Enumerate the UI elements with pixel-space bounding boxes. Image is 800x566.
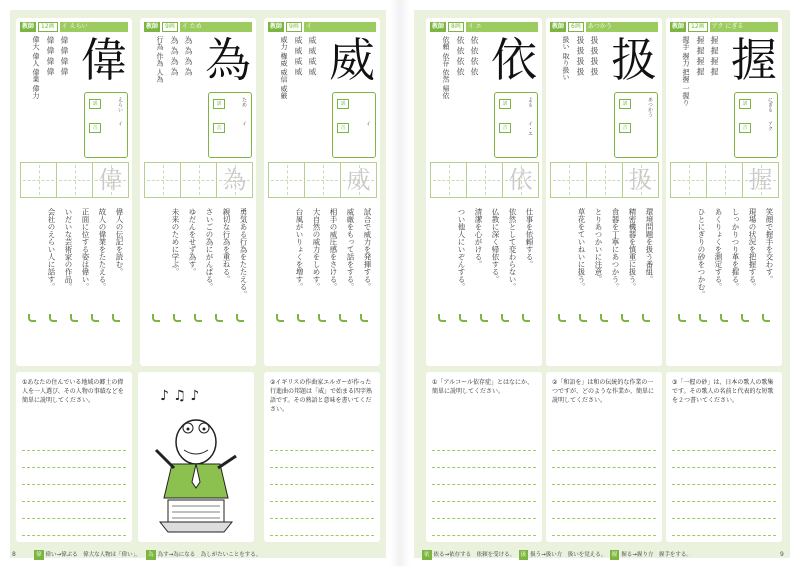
on-marker: 音: [213, 123, 225, 133]
main-kanji: 為: [205, 33, 251, 87]
reading-label: イ ため: [180, 22, 252, 32]
card-header: [268, 22, 376, 32]
practice-grid[interactable]: [144, 162, 252, 198]
example-words: 握手 握力 把握 一握り: [682, 36, 690, 106]
reading-box: [84, 92, 128, 158]
answer-lines[interactable]: [432, 434, 536, 536]
grade-badge: 教師: [22, 23, 35, 30]
sentence: いだいな芸術家の作品。: [64, 208, 73, 291]
stroke-count: 8画: [448, 22, 464, 32]
trace-cell[interactable]: [92, 162, 129, 198]
practice-cell[interactable]: [304, 162, 341, 198]
practice-cell[interactable]: [430, 162, 467, 198]
kanji-card-1: [16, 18, 132, 366]
answer-marks: [22, 314, 126, 364]
sentence: 依然として変わらない。: [508, 208, 517, 291]
answer-lines[interactable]: [552, 434, 656, 536]
kanji-card-3: [264, 18, 380, 366]
card-header: [20, 22, 128, 32]
stroke-order-column: 握 握 握 握: [710, 36, 719, 76]
kanji-card-6: [666, 18, 782, 366]
sentence: 勇気ある行為をたたえる。: [239, 208, 248, 298]
trace-cell[interactable]: [622, 162, 659, 198]
stroke-count: 9画: [162, 22, 178, 32]
sentence: ひとにぎりの砂をつかむ。: [697, 208, 706, 298]
sentence: 威厳をもって話をする。: [346, 208, 355, 291]
sentence: 精密機器を慎重に扱う。: [628, 208, 637, 291]
card-header: [550, 22, 658, 32]
reading-box: [494, 92, 538, 158]
sentence: あくりょくを測定する。: [714, 208, 723, 291]
kanji-card-2: [140, 18, 256, 366]
right-page: [414, 10, 790, 558]
kanji-card-4: [426, 18, 542, 366]
sentence: ゆだんをせず為す。: [188, 208, 197, 276]
footer-tag: 為: [148, 552, 154, 558]
grade-badge: 教師: [146, 23, 159, 30]
sentence: 草花をていねいに扱う。: [577, 208, 586, 291]
answer-marks: [270, 314, 374, 364]
reading-label: あつかう: [586, 22, 658, 32]
sentence: 清潔を心がける。: [474, 208, 483, 268]
sentence: 笑顔で握手を交わす。: [765, 208, 774, 283]
sentence: 正面に位する姿は偉い。: [81, 208, 90, 291]
question-box-1: [16, 372, 132, 542]
grade-badge: 教師: [672, 23, 685, 30]
reading-label: イ えらい: [60, 22, 128, 32]
example-words: 威力 権威 威信 威厳: [280, 36, 288, 99]
reading-label: イ: [304, 22, 376, 32]
practice-cell[interactable]: [670, 162, 707, 198]
on-reading: イ: [117, 121, 123, 126]
answer-marks: [432, 314, 536, 364]
main-kanji: 握: [731, 33, 777, 87]
footer-note: [34, 550, 261, 560]
sentence: 仕事を依頼する。: [525, 208, 534, 268]
card-header: [144, 22, 252, 32]
question-text: ③「一握の砂」は、日本の歌人の歌集です。その歌人の名前と代表的な短歌を２つ書いてください。: [672, 379, 774, 404]
footer-text: 扱う→扱い方 扱いを覚える。: [530, 552, 607, 558]
card-header: [670, 22, 778, 32]
footer-tag: 扱: [520, 552, 527, 558]
trace-cell[interactable]: [502, 162, 539, 198]
stroke-order-column: 扱 扱 扱 扱: [590, 36, 599, 76]
stroke-count: 12画: [688, 22, 708, 32]
sentence: つい他人にいぞんする。: [457, 208, 466, 291]
reading-box: [614, 92, 658, 158]
on-reading: イ: [365, 121, 371, 126]
sentence: 偉人の伝記を読む。: [115, 208, 124, 276]
footer-text: 依る→依存する 依頼を受ける。: [433, 552, 516, 558]
trace-cell[interactable]: [340, 162, 377, 198]
on-reading: イ: [241, 121, 247, 126]
kun-marker: 訓: [213, 99, 225, 109]
practice-cell[interactable]: [56, 162, 93, 198]
trace-kanji: 威: [346, 166, 371, 194]
sentence: 相手の威圧感をさける。: [329, 208, 338, 291]
question-text: ①あなたの住んでいる地域の郷土の偉人を一人選び、その人物の事績などを簡単に説明してください。: [22, 379, 124, 404]
stroke-order-column: 偉 偉 偉 偉: [60, 36, 69, 76]
example-words: 依頼 依存 依然 帰依: [442, 36, 450, 99]
on-marker: 音: [739, 123, 751, 133]
trace-kanji: 握: [748, 166, 773, 194]
stroke-order-column: 扱 扱 扱 扱: [576, 36, 585, 76]
sentence: とりあつかいに注意。: [594, 208, 603, 283]
answer-marks: [146, 314, 250, 364]
main-kanji: 扱: [611, 33, 657, 87]
stroke-order-column: 依 依 依 依: [456, 36, 465, 76]
sentence: 仏教に深く帰依する。: [491, 208, 500, 283]
reading-box: [734, 92, 778, 158]
sentence: 故人の偉業をたたえる。: [98, 208, 107, 291]
practice-cell[interactable]: [144, 162, 181, 198]
sentence: 未来のために学ぶ。: [171, 208, 180, 276]
practice-grid[interactable]: [20, 162, 128, 198]
on-reading: イ・エ: [527, 121, 533, 136]
trace-cell[interactable]: [216, 162, 253, 198]
page-number: 8: [12, 551, 16, 558]
practice-cell[interactable]: [20, 162, 57, 198]
trace-cell[interactable]: [742, 162, 779, 198]
kun-reading: あつかう: [647, 97, 653, 117]
stroke-count: 9画: [286, 22, 302, 32]
sentence: 大自然の威力をしめす。: [312, 208, 321, 291]
grade-badge: 教師: [270, 23, 283, 30]
practice-cell[interactable]: [706, 162, 743, 198]
stroke-count: 6画: [568, 22, 584, 32]
kun-marker: 訓: [89, 99, 101, 109]
footer-text: 為す→為になる 為しがたいことをする。: [157, 552, 262, 558]
stroke-order-column: 威 威 威 威: [294, 36, 303, 76]
frog-conductor-illustration: [138, 372, 254, 542]
trace-kanji: 為: [222, 166, 247, 194]
reading-label: イ エ: [466, 22, 538, 32]
practice-grid[interactable]: [550, 162, 658, 198]
footer-note: [422, 550, 692, 560]
reading-box: [208, 92, 252, 158]
kun-marker: 訓: [739, 99, 751, 109]
sentence: 環境問題を扱う番組。: [645, 208, 654, 283]
left-page: [10, 10, 386, 558]
trace-kanji: 依: [508, 166, 533, 194]
practice-cell[interactable]: [268, 162, 305, 198]
grade-badge: 教師: [552, 23, 565, 30]
footer-tag: 依: [424, 552, 430, 558]
practice-cell[interactable]: [180, 162, 217, 198]
question-box-5: [666, 372, 782, 542]
answer-marks: [552, 314, 656, 364]
sentence: しっかりつり革を握る。: [731, 208, 740, 291]
practice-grid[interactable]: [670, 162, 778, 198]
stroke-order-column: 為 為 為 為: [170, 36, 179, 76]
sentence: 食器を丁寧にあつかう。: [611, 208, 620, 291]
kun-reading: ため: [241, 97, 247, 107]
answer-lines[interactable]: [672, 434, 776, 536]
sentence: 台風がいりょくを増す。: [295, 208, 304, 291]
sentence: さいごの為にがんばる。: [205, 208, 214, 291]
on-marker: 音: [499, 123, 511, 133]
answer-lines[interactable]: [22, 434, 126, 536]
practice-cell[interactable]: [586, 162, 623, 198]
page-number: 9: [780, 551, 784, 558]
main-kanji: 威: [329, 33, 375, 87]
footer-text: 偉い→偉ぶる 偉大な人物は「偉い」。: [45, 552, 141, 558]
kun-marker: 訓: [619, 99, 631, 109]
main-kanji: 偉: [81, 33, 127, 87]
example-words: 行為 作為 人為: [156, 36, 164, 83]
on-marker: 音: [89, 123, 101, 133]
practice-cell[interactable]: [466, 162, 503, 198]
question-box-3: [426, 372, 542, 542]
kanji-card-5: [546, 18, 662, 366]
sentence: 試合で威力を発揮する。: [363, 208, 372, 291]
stroke-order-column: 偉 偉 偉 偉: [46, 36, 55, 76]
answer-lines[interactable]: [270, 434, 374, 536]
kun-reading: よる: [527, 97, 533, 107]
footer-tag: 偉: [36, 552, 42, 558]
sentence: 会社のえらい人に話す。: [47, 208, 56, 291]
practice-grid[interactable]: [268, 162, 376, 198]
question-box-2: [264, 372, 380, 542]
practice-cell[interactable]: [550, 162, 587, 198]
on-marker: 音: [619, 123, 631, 133]
answer-marks: [672, 314, 776, 364]
stroke-order-column: 依 依 依 依: [470, 36, 479, 76]
practice-grid[interactable]: [430, 162, 538, 198]
kun-reading: えらい: [117, 97, 123, 112]
sentence: 親切な行為を重ねる。: [222, 208, 231, 283]
book-gutter: [390, 0, 410, 566]
question-text: ①「アルコール依存症」とはなにか、簡単に説明してください。: [432, 379, 534, 395]
sentence: 現場の状況を把握する。: [748, 208, 757, 291]
trace-kanji: 扱: [628, 166, 653, 194]
on-marker: 音: [337, 123, 349, 133]
footer-text: 握る→握り方 握手をする。: [621, 552, 692, 558]
frog-conductor-illustration-svg: [138, 372, 254, 542]
stroke-order-column: 為 為 為 為: [184, 36, 193, 76]
reading-box: [332, 92, 376, 158]
footer-tag: 握: [611, 552, 618, 558]
grade-badge: 教師: [432, 23, 445, 30]
example-words: 扱い 取り扱い: [562, 36, 570, 81]
reading-label: アク にぎる: [710, 22, 778, 32]
main-kanji: 依: [491, 33, 537, 87]
question-box-4: [546, 372, 662, 542]
question-text: ②「和語を」は和の伝統的な作業の一つですが、どのような作業か、簡単に説明してください。: [552, 379, 655, 404]
kun-marker: 訓: [499, 99, 511, 109]
stroke-order-column: 握 握 握 握: [696, 36, 705, 76]
stroke-order-column: 威 威 威 威: [308, 36, 317, 76]
on-reading: アク: [767, 121, 773, 131]
kun-marker: 訓: [337, 99, 349, 109]
kun-reading: にぎる: [767, 97, 773, 112]
question-text: ②イギリスの作曲家エルガーが作った行進曲の邦題は「威」で始まる四字熟語です。その熟語と意味を書いてください。: [270, 379, 373, 413]
stroke-count: 12画: [38, 22, 58, 32]
example-words: 偉大 偉人 偉業 偉力: [32, 36, 40, 99]
card-header: [430, 22, 538, 32]
music-notes-icon: ♪ ♫ ♪: [160, 388, 200, 404]
trace-kanji: 偉: [98, 166, 123, 194]
